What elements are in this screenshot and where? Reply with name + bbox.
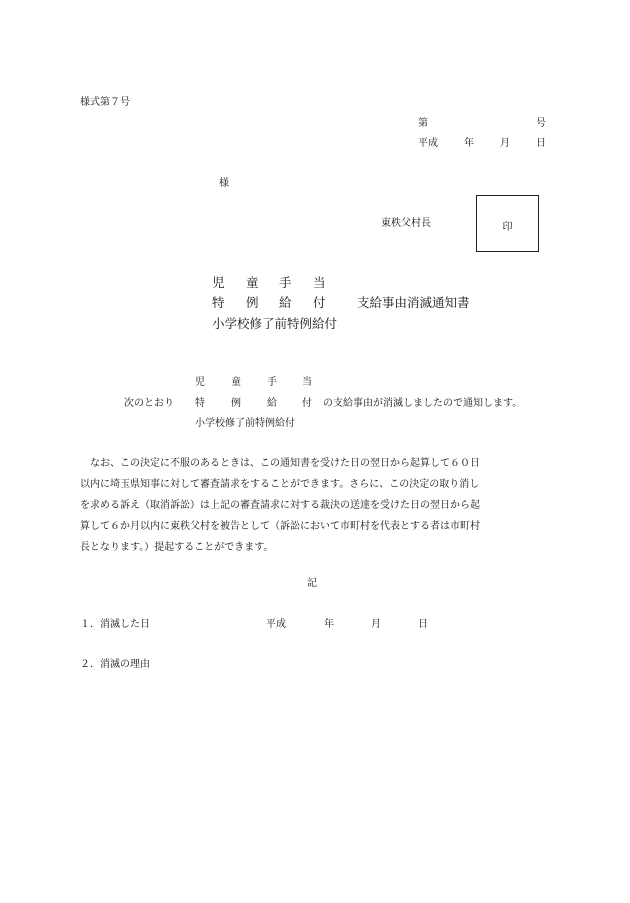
title-line3: 小学校修了前特例給付 (212, 316, 338, 331)
notice-line: 算して６か月以内に東秩父村を被告として（訴訟において市町村を代表とする者は市町村 (80, 521, 480, 532)
title-char: 付 (313, 295, 326, 310)
intro-char: 手 (267, 377, 277, 388)
item1-era: 平成 (266, 619, 286, 630)
title-char: 手 (279, 275, 292, 290)
doc-number-suffix: 号 (536, 118, 546, 129)
date-month: 月 (500, 138, 510, 149)
intro-char: 給 (267, 398, 277, 409)
notice-line: を求める訴え（取消訴訟）は上記の審査請求に対する裁決の送達を受けた日の翌日から起 (80, 500, 480, 511)
intro-char: 付 (302, 398, 312, 409)
seal-text: 印 (502, 222, 513, 233)
seal-box (476, 195, 539, 252)
notice-line: 長となります。）提起することができます。 (80, 542, 274, 553)
intro-suffix: の支給事由が消滅しましたので通知します。 (323, 398, 523, 409)
form-label: 様式第７号 (80, 97, 130, 108)
intro-char: 当 (302, 377, 312, 388)
item1-day: 日 (418, 619, 428, 630)
title-common: 支給事由消滅通知書 (357, 295, 470, 310)
item1-month: 月 (371, 619, 381, 630)
item1-label: １．消滅した日 (80, 619, 150, 630)
title-char: 当 (313, 275, 326, 290)
notice-line: なお、この決定に不服のあるときは、この通知書を受けた日の翌日から起算して６０日 (90, 458, 480, 469)
title-char: 例 (246, 295, 259, 310)
title-char: 特 (212, 295, 225, 310)
intro-char: 童 (231, 377, 241, 388)
item1-year: 年 (324, 619, 334, 630)
item2-label: ２．消滅の理由 (80, 659, 150, 670)
title-char: 児 (212, 275, 225, 290)
intro-char: 特 (195, 398, 205, 409)
title-char: 童 (246, 275, 259, 290)
intro-char: 児 (195, 377, 205, 388)
date-era: 平成 (418, 138, 438, 149)
addressee-suffix: 様 (219, 178, 229, 189)
date-day: 日 (536, 138, 546, 149)
intro-line3: 小学校修了前特例給付 (195, 418, 295, 429)
sender-name: 東秩父村長 (381, 218, 431, 229)
title-char: 給 (279, 295, 292, 310)
notice-line: 以内に埼玉県知事に対して審査請求をすることができます。さらに、この決定の取り消し (80, 479, 480, 490)
intro-prefix: 次のとおり (124, 398, 174, 409)
ki-heading: 記 (307, 578, 317, 589)
intro-char: 例 (231, 398, 241, 409)
date-year: 年 (464, 138, 474, 149)
doc-number-prefix: 第 (418, 118, 428, 129)
